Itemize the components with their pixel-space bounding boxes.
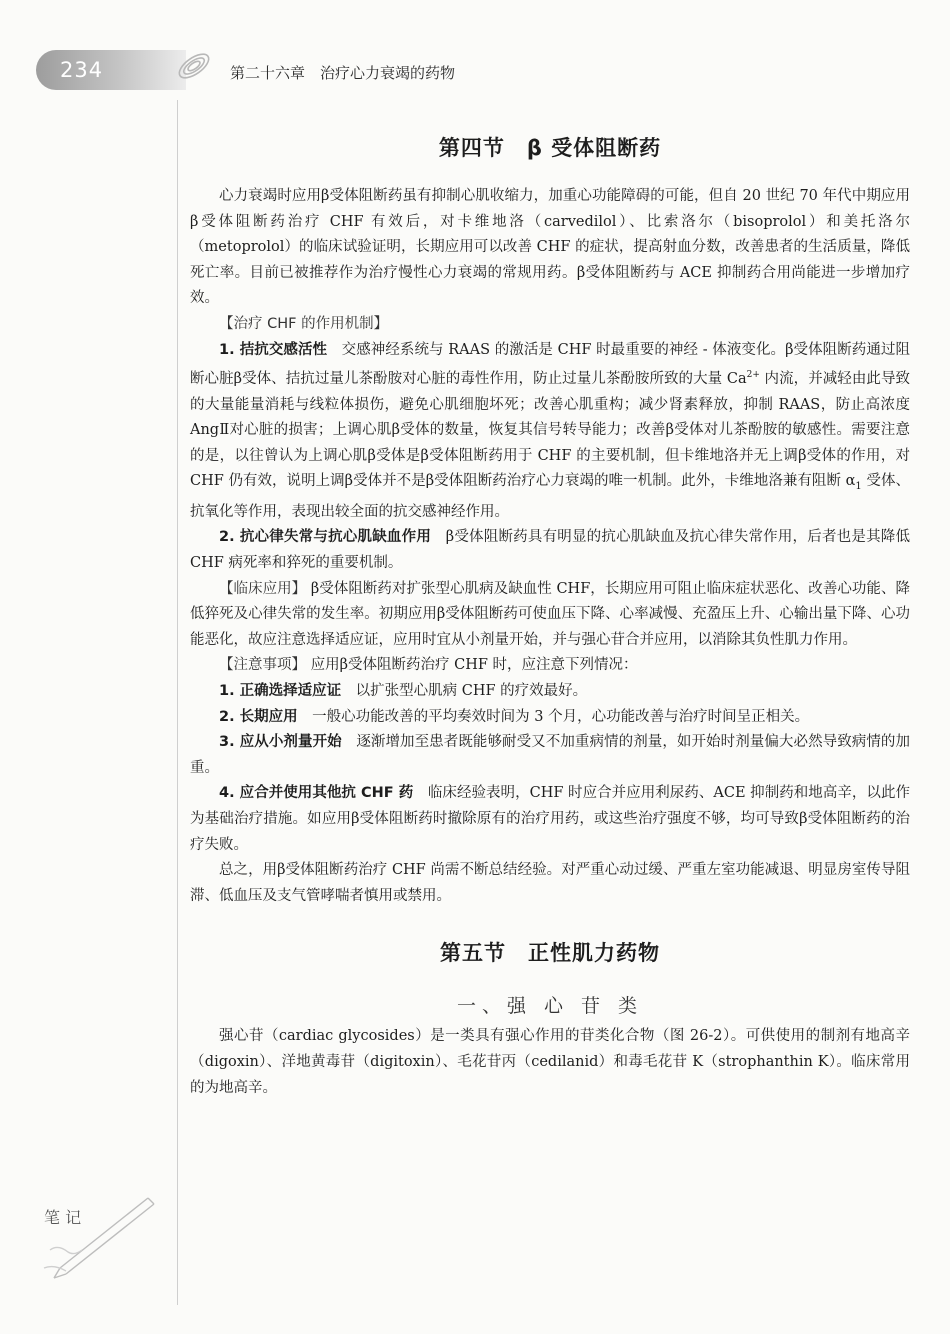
mechanism-1-sup: 2+ — [746, 370, 760, 381]
section5-title-text: 正性肌力药物 — [528, 941, 660, 966]
section4-title — [190, 132, 910, 162]
section5-title — [190, 937, 910, 967]
note-label: 笔 记 — [44, 1208, 82, 1227]
mechanism-heading — [190, 312, 910, 338]
pencil-icon — [40, 1190, 160, 1280]
section5-title-number: 第五节 — [440, 941, 506, 966]
section5-text: 强心苷（cardiac glycosides）是一类具有强心作用的苷类化合物（图 26-2）。可供使用的制剂有地高辛（digoxin）、洋地黄毒苷（digitoxin）、毛花苷丙（cedilanid）和毒毛花苷 K（strophanthin K）。临床常用的为地高辛。 — [190, 1028, 910, 1096]
caution-1-heading: 1. 正确选择适应证 — [219, 683, 342, 699]
section4-title-text: β 受体阻断药 — [526, 136, 662, 160]
margin-divider — [177, 100, 178, 1305]
section4-title-number: 第四节 — [438, 136, 505, 160]
caution-4-heading: 4. 应合并使用其他抗 CHF 药 — [219, 785, 414, 802]
mechanism-1-text-a: 交感神经系统与 RAAS 的激活是 CHF 时最重要的神经 - 体液变化。β受体阻断药通过阻断心脏β受体、拮抗过量儿茶酚胺对心脏的毒性作用，防止过量儿茶酚胺所致的大量 Ca — [190, 341, 910, 387]
mechanism-1-text-c: 受体、抗氧化等作用，表现出较全面的抗交感神经作用。 — [190, 473, 910, 520]
caution-3-text: 逐渐增加至患者既能够耐受又不加重病情的剂量，如开始时剂量偏大必然导致病情的加重。 — [190, 734, 910, 776]
mechanism-2 — [190, 525, 910, 576]
mechanism-2-text: β受体阻断药具有明显的抗心肌缺血及抗心律失常作用，后者也是其降低 CHF 病死率和猝死的重要机制。 — [190, 529, 911, 572]
caution-1-text: 以扩张型心肌病 CHF 的疗效最好。 — [355, 683, 588, 699]
mechanism-1 — [190, 338, 910, 526]
mechanism-heading-label: 【治疗 CHF 的作用机制】 — [219, 315, 389, 332]
section4-intro: 心力衰竭时应用β受体阻断药虽有抑制心肌收缩力，加重心功能障碍的可能，但自 20 世纪 70 年代中期应用β受体阻断药治疗 CHF 有效后，对卡维地洛（carvedilol）、比索洛尔（bisoprolol）和美托洛尔（metoprolol）的临床试验证明，长期应用可以改善 CHF 的症状，提高射血分数，改善患者的生活质量，降低死亡率。目前已被推荐作为治疗慢性心力衰竭的常规用药。β受体阻断药与 ACE 抑制药合用尚能进一步增加疗效。 — [190, 188, 910, 307]
page-number-tab — [36, 50, 186, 90]
caution-3 — [190, 730, 910, 781]
caution-2-heading: 2. 长期应用 — [219, 708, 298, 725]
mechanism-1-heading: 1. 拮抗交感活性 — [219, 341, 328, 358]
section4-summary: 总之，用β受体阻断药治疗 CHF 尚需不断总结经验。对严重心动过缓、严重左室功能减退、明显房室传导阻滞、低血压及支气管哮喘者慎用或禁用。 — [190, 862, 910, 904]
mechanism-1-text-b: 内流，并减轻由此导致的大量能量消耗与线粒体损伤，避免心肌细胞坏死；改善心肌重构；减少肾素释放，抑制 RAAS，防止高浓度 AngⅡ对心脏的损害；上调心肌β受体的数量，恢复其信号转导能力；改善β受体对儿茶酚胺的敏感性。需要注意的是，以往曾认为上调心肌β受体是β受体阻断药用于 CHF 的主要机制，但卡维地洛并无上调β受体的作用，对 CHF 仍有效，说明上调β受体并不是β受体阻断药治疗心力衰竭的唯一机制。此外，卡维地洛兼有阻断 α — [190, 370, 910, 490]
clinical-paragraph — [190, 577, 910, 654]
caution-4 — [190, 781, 910, 858]
swirl-ornament-icon — [172, 44, 216, 88]
caution-heading: 【注意事项】 — [219, 657, 306, 674]
caution-1 — [190, 679, 910, 705]
caution-4-text: 临床经验表明，CHF 时应合并应用利尿药、ACE 抑制药和地高辛，以此作为基础治疗措施。如应用β受体阻断药时撤除原有的治疗用药，或这些治疗强度不够，均可导致β受体阻断药的治疗失败。 — [190, 785, 911, 853]
clinical-text: β受体阻断药对扩张型心肌病及缺血性 CHF，长期应用可阻止临床症状恶化、改善心功能、降低猝死及心律失常的发生率。初期应用β受体阻断药可使血压下降、心率减慢、充盈压上升、心输出量下降、心功能恶化，故应注意选择适应证，应用时宜从小剂量开始，并与强心苷合并应用，以消除其负性肌力作用。 — [190, 580, 911, 648]
caution-text: 应用β受体阻断药治疗 CHF 时，应注意下列情况： — [310, 657, 638, 674]
page-content — [190, 120, 910, 1101]
subsection-title: 一、强 心 苷 类 — [456, 995, 644, 1018]
clinical-heading: 【临床应用】 — [219, 580, 307, 597]
mechanism-2-heading: 2. 抗心律失常与抗心肌缺血作用 — [219, 529, 432, 546]
caution-paragraph — [190, 653, 910, 679]
caution-3-heading: 3. 应从小剂量开始 — [219, 734, 342, 751]
caution-2-text: 一般心功能改善的平均奏效时间为 3 个月，心功能改善与治疗时间呈正相关。 — [312, 708, 810, 725]
mechanism-1-sub: 1 — [855, 481, 862, 493]
caution-2 — [190, 705, 910, 731]
chapter-title: 第二十六章 治疗心力衰竭的药物 — [230, 64, 456, 82]
page-number: 234 — [60, 58, 104, 82]
